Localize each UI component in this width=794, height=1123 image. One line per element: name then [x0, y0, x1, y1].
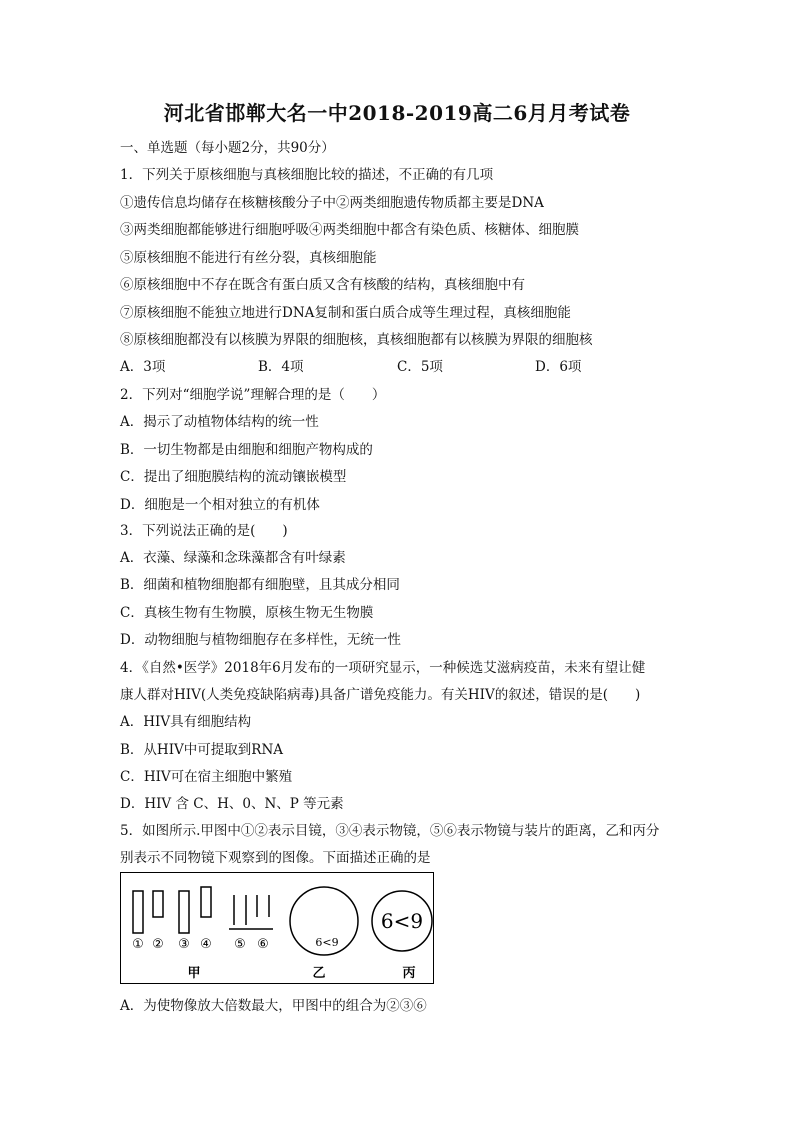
- q1-option-c[interactable]: C．5项: [397, 359, 443, 375]
- objective-3-shape: [179, 891, 189, 933]
- q5-stem-line-2: 别表示不同物镜下观察到的图像。下面描述正确的是: [120, 850, 431, 866]
- q4-stem-line-2: 康人群对HIV(人类免疫缺陷病毒)具备广谱免疫能力。有关HIV的叙述，错误的是( ): [120, 687, 641, 703]
- q4-option-a[interactable]: A．HIV具有细胞结构: [120, 714, 252, 730]
- q1-item-5: ⑦原核细胞不能独立地进行DNA复制和蛋白质合成等生理过程，真核细胞能: [120, 305, 571, 321]
- q1-option-b[interactable]: B．4项: [258, 359, 304, 375]
- section-heading: 一、单选题（每小题2分，共90分）: [120, 140, 335, 156]
- q3-stem: 3．下列说法正确的是( ): [120, 523, 288, 539]
- q1-option-d[interactable]: D．6项: [535, 359, 582, 375]
- q1-option-a[interactable]: A．3项: [120, 359, 166, 375]
- lens-label-6: ⑥: [257, 937, 269, 952]
- q2-option-a[interactable]: A．揭示了动植物体结构的统一性: [120, 414, 319, 430]
- microscope-figure: [120, 872, 434, 984]
- view-yi-text: 6<9: [315, 936, 339, 949]
- q1-item-3: ⑤原核细胞不能进行有丝分裂，真核细胞能: [120, 250, 377, 266]
- objective-4-shape: [201, 887, 211, 917]
- q2-stem: 2．下列对“细胞学说”理解合理的是（ ）: [120, 387, 386, 403]
- q3-option-d[interactable]: D．动物细胞与植物细胞存在多样性，无统一性: [120, 632, 401, 648]
- q4-stem-line-1: 4．《自然•医学》2018年6月发布的一项研究显示，一种候选艾滋病疫苗，未来有望让健: [120, 660, 646, 676]
- eyepiece-1-shape: [133, 891, 143, 933]
- lens-label-5: ⑤: [234, 937, 246, 952]
- q1-item-2: ③两类细胞都能够进行细胞呼吸④两类细胞中都含有染色质、核糖体、细胞膜: [120, 222, 579, 238]
- q2-option-b[interactable]: B．一切生物都是由细胞和细胞产物构成的: [120, 442, 373, 458]
- eyepiece-2-shape: [153, 891, 163, 917]
- figure-caption-jia: 甲: [187, 966, 201, 981]
- q1-stem: 1．下列关于原核细胞与真核细胞比较的描述，不正确的有几项: [120, 167, 494, 183]
- q4-option-b[interactable]: B．从HIV中可提取到RNA: [120, 742, 284, 758]
- q1-item-4: ⑥原核细胞中不存在既含有蛋白质又含有核酸的结构，真核细胞中有: [120, 277, 525, 293]
- q4-option-d[interactable]: D．HIV 含 C、H、0、N、P 等元素: [120, 796, 344, 812]
- figure-caption-yi: 乙: [312, 966, 326, 981]
- q2-option-d[interactable]: D．细胞是一个相对独立的有机体: [120, 497, 320, 513]
- q4-option-c[interactable]: C．HIV可在宿主细胞中繁殖: [120, 769, 293, 785]
- figure-caption-bing: 丙: [402, 966, 416, 981]
- lens-label-1: ①: [132, 937, 144, 952]
- lens-label-2: ②: [152, 937, 164, 952]
- lens-label-4: ④: [200, 937, 212, 952]
- q2-option-c[interactable]: C．提出了细胞膜结构的流动镶嵌模型: [120, 469, 347, 485]
- microscope-diagram: [121, 873, 435, 985]
- q1-item-1: ①遗传信息均储存在核糖核酸分子中②两类细胞遗传物质都主要是DNA: [120, 195, 544, 211]
- q5-stem-line-1: 5．如图所示.甲图中①②表示目镜，③④表示物镜，⑤⑥表示物镜与装片的距离，乙和丙分: [120, 823, 660, 839]
- q5-option-a[interactable]: A．为使物像放大倍数最大，甲图中的组合为②③⑥: [120, 998, 427, 1014]
- q3-option-c[interactable]: C．真核生物有生物膜，原核生物无生物膜: [120, 605, 374, 621]
- q3-option-b[interactable]: B．细菌和植物细胞都有细胞壁，且其成分相同: [120, 577, 400, 593]
- q3-option-a[interactable]: A．衣藻、绿藻和念珠藻都含有叶绿素: [120, 550, 346, 566]
- lens-label-3: ③: [178, 937, 190, 952]
- view-bing-text: 6<9: [380, 909, 424, 933]
- page-title: 河北省邯郸大名一中2018-2019高二6月月考试卷: [163, 101, 631, 125]
- q1-item-6: ⑧原核细胞都没有以核膜为界限的细胞核，真核细胞都有以核膜为界限的细胞核: [120, 332, 593, 348]
